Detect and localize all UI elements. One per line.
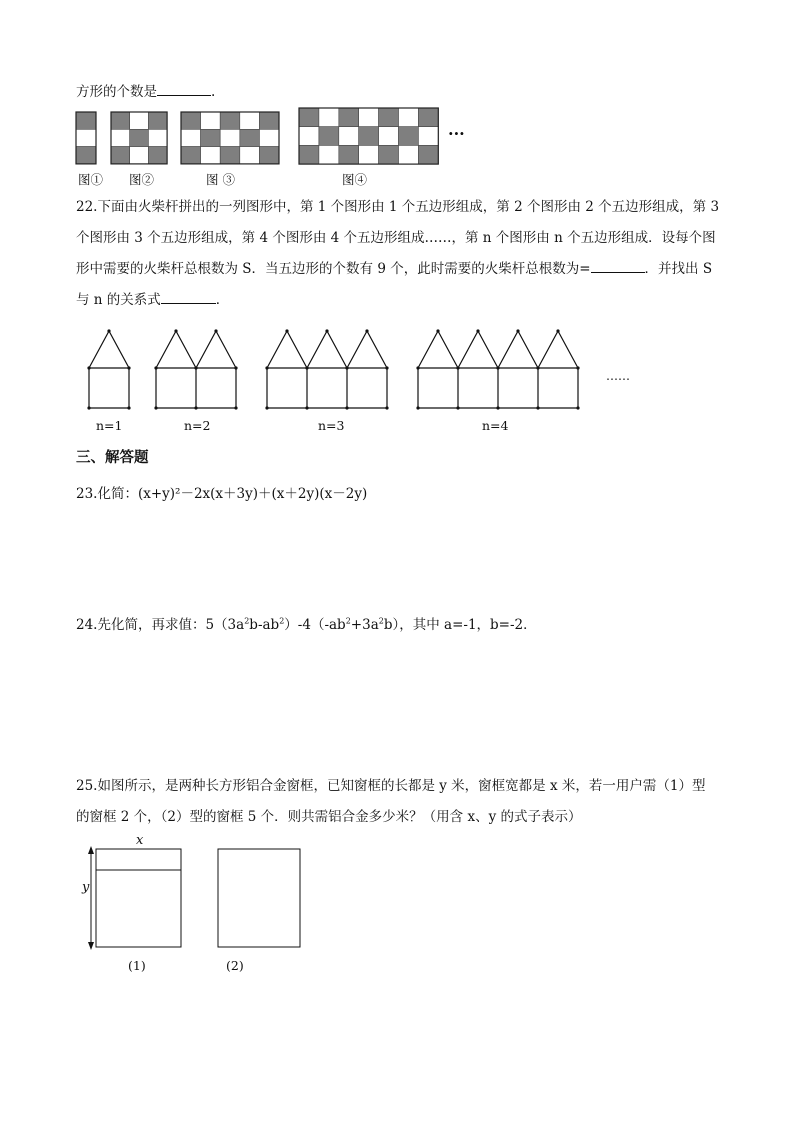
q24-part-d: +3a	[350, 617, 379, 633]
gray-square	[148, 112, 167, 129]
q21-caption-2: 图②	[129, 172, 155, 187]
white-square	[359, 145, 379, 164]
gray-square	[220, 112, 240, 129]
q22-caption-4: n=4	[482, 418, 509, 433]
q22-matchstick-figures	[0, 320, 794, 420]
q21-checkerboard-figures	[0, 0, 794, 200]
q22-caption-1: n=1	[96, 418, 123, 433]
q21-caption-4: 图④	[342, 172, 368, 187]
window-caption-1: (1)	[128, 958, 146, 973]
q22-ellipsis: ……	[606, 369, 630, 383]
white-square	[76, 129, 96, 146]
gray-square	[399, 127, 419, 146]
white-square	[181, 129, 201, 146]
q22-caption-2: n=2	[184, 418, 211, 433]
gray-square	[379, 108, 399, 127]
gray-square	[220, 147, 240, 164]
q24-sup-1: 2	[244, 616, 250, 626]
white-square	[379, 127, 399, 146]
q24-text	[76, 615, 537, 635]
q21-text: 方形的个数是	[76, 84, 157, 100]
gray-square	[111, 147, 130, 164]
white-square	[399, 108, 419, 127]
q24-sup-4: 2	[378, 616, 384, 626]
q24-sup-2: 2	[279, 616, 285, 626]
gray-square	[181, 112, 201, 129]
q22-line-2: 个图形由 3 个五边形组成，第 4 个图形由 4 个五边形组成……，第 n 个图形由 n 个五边形组成．设每个图	[76, 230, 716, 246]
q24-part-c: ）-4（-ab	[284, 617, 346, 633]
white-square	[259, 129, 279, 146]
q21-ellipsis: ···	[448, 124, 465, 143]
q24-sup-3: 2	[345, 616, 351, 626]
q23-text: 23.化简：(x+y)²－2x(x＋3y)＋(x＋2y)(x－2y)	[76, 486, 368, 502]
gray-square	[379, 145, 399, 164]
white-square	[319, 108, 339, 127]
q22-answer-blank-1	[591, 260, 645, 273]
q22-line-4	[76, 290, 229, 310]
gray-square	[259, 147, 279, 164]
q25-line-1: 25.如图所示，是两种长方形铝合金窗框，已知窗框的长都是 y 米，窗框宽都是 x 米，若一用户需（1）型	[76, 778, 706, 794]
white-square	[299, 127, 319, 146]
gray-square	[339, 145, 359, 164]
q21-caption-1: 图①	[78, 172, 104, 187]
section-heading: 三、解答题	[76, 450, 149, 466]
q22-line-3-text: 形中需要的火柴杆总根数为 S．当五边形的个数有 9 个，此时需要的火柴杆总根数为=	[76, 261, 591, 277]
gray-square	[418, 145, 438, 164]
gray-square	[259, 112, 279, 129]
matchstick-vertices	[87, 329, 579, 409]
gray-square	[76, 147, 96, 164]
window-caption-2: (2)	[226, 958, 244, 973]
gray-square	[319, 127, 339, 146]
q24-part-b: b-ab	[249, 617, 280, 633]
checkerboard-figure-4	[299, 108, 438, 164]
checkerboard-figure-1	[76, 112, 96, 164]
q22-line-1: 22.下面由火柴杆拼出的一列图形中，第 1 个图形由 1 个五边形组成，第 2 个图形由 2 个五边形组成，第 3	[76, 199, 720, 215]
white-square	[148, 129, 167, 146]
window-frame-1	[96, 849, 181, 947]
q21-caption-3: 图 ③	[206, 172, 235, 187]
gray-square	[299, 145, 319, 164]
white-square	[130, 147, 149, 164]
matchstick-figure-1	[89, 331, 129, 408]
white-square	[359, 108, 379, 127]
q22-caption-3: n=3	[318, 418, 345, 433]
q25-line-2: 的窗框 2 个，（2）型的窗框 5 个．则共需铝合金多少米？（用含 x、y 的式子表示）	[76, 809, 582, 825]
gray-square	[299, 108, 319, 127]
matchstick-figure-3	[267, 331, 387, 408]
gray-square	[359, 127, 379, 146]
gray-square	[201, 129, 221, 146]
window-frame-2	[218, 849, 300, 947]
label-y: y	[82, 880, 90, 895]
white-square	[220, 129, 240, 146]
y-arrow-up-icon	[88, 846, 94, 854]
gray-square	[339, 108, 359, 127]
gray-square	[240, 129, 260, 146]
q22-line-3	[76, 259, 712, 279]
y-arrow-down-icon	[88, 942, 94, 950]
gray-square	[148, 147, 167, 164]
white-square	[319, 145, 339, 164]
gray-square	[418, 108, 438, 127]
q21-period: .	[211, 84, 216, 100]
white-square	[418, 127, 438, 146]
q22-line-3-tail: ．并找出 S	[644, 261, 713, 277]
gray-square	[76, 112, 96, 129]
white-square	[240, 147, 260, 164]
white-square	[201, 112, 221, 129]
white-square	[240, 112, 260, 129]
q22-line-4-text: 与 n 的关系式	[76, 292, 161, 308]
q25-window-frames	[0, 830, 794, 970]
q22-answer-blank-2	[161, 291, 216, 304]
gray-square	[130, 129, 149, 146]
white-square	[399, 145, 419, 164]
label-x: x	[136, 833, 144, 848]
white-square	[339, 127, 359, 146]
white-square	[111, 129, 130, 146]
checkerboard-figure-2	[111, 112, 167, 164]
q24-part-e: b），其中 a=-1，b=-2．	[383, 617, 537, 633]
white-square	[130, 112, 149, 129]
checkerboard-figure-3	[181, 112, 279, 164]
gray-square	[181, 147, 201, 164]
q24-part-a: 24.先化简，再求值：5（3a	[76, 617, 245, 633]
white-square	[201, 147, 221, 164]
gray-square	[111, 112, 130, 129]
q22-line-4-tail: ．	[215, 292, 230, 308]
